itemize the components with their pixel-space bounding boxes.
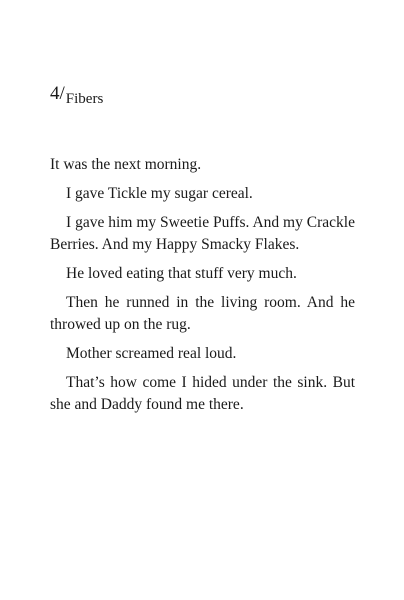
paragraph: I gave Tickle my sugar cereal. xyxy=(66,185,253,202)
paragraph: That’s how come I hided under the sink. But she and Daddy found me there. xyxy=(50,374,355,413)
paragraph: I gave him my Sweetie Puffs. And my Crackle Berries. And my Happy Smacky Flakes. xyxy=(50,214,355,253)
chapter-body xyxy=(50,154,355,423)
chapter-heading xyxy=(50,83,104,107)
paragraph: Mother screamed real loud. xyxy=(66,345,237,362)
paragraph: Then he runned in the living room. And he throwed up on the rug. xyxy=(50,294,355,333)
chapter-title: Fibers xyxy=(65,91,104,107)
chapter-slash: / xyxy=(59,83,65,104)
paragraph: It was the next morning. xyxy=(50,156,202,173)
chapter-number: 4 xyxy=(50,83,60,104)
paragraph: He loved eating that stuff very much. xyxy=(66,265,297,282)
